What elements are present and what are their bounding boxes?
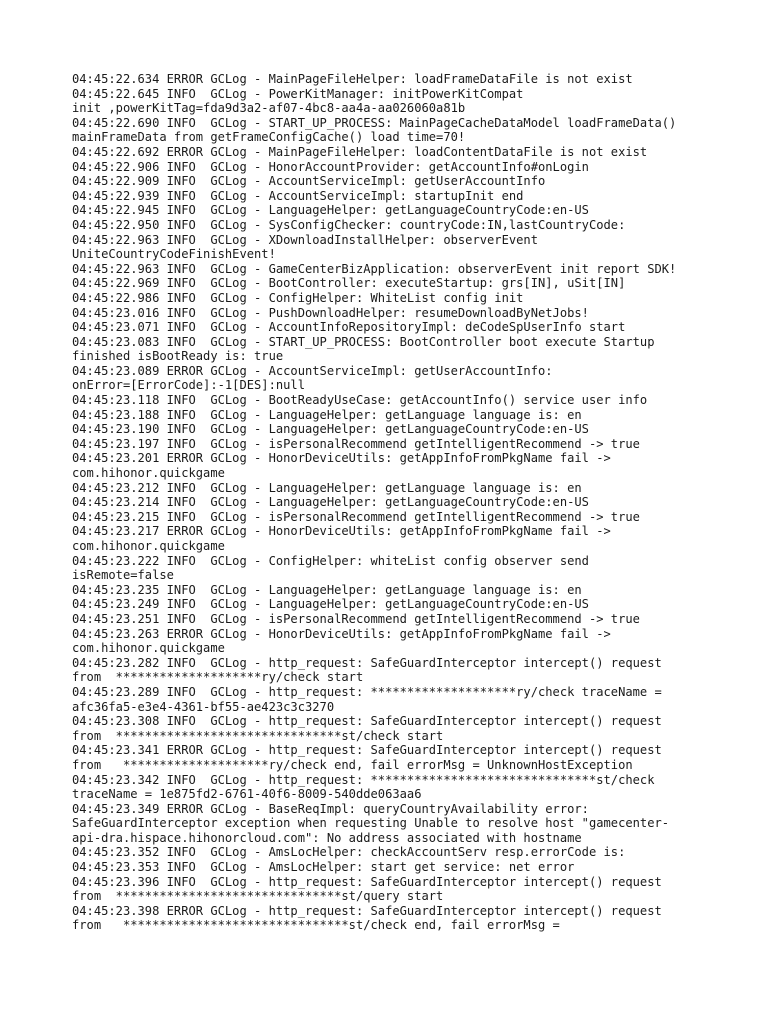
log-line: isRemote=false — [72, 568, 174, 583]
log-line: from *******************************st/check end, fail errorMsg = — [72, 918, 560, 933]
log-line: 04:45:23.089 ERROR GCLog - AccountServiceImpl: getUserAccountInfo: — [72, 363, 553, 378]
log-line: 04:45:23.342 INFO GCLog - http_request: *******************************st/check — [72, 772, 655, 787]
log-line: 04:45:23.188 INFO GCLog - LanguageHelper: getLanguage language is: en — [72, 407, 582, 422]
log-line: 04:45:23.396 INFO GCLog - http_request: SafeGuardInterceptor intercept() request — [72, 874, 662, 889]
log-line: 04:45:23.071 INFO GCLog - AccountInfoRepositoryImpl: deCodeSpUserInfo start — [72, 320, 626, 335]
log-line: 04:45:23.289 INFO GCLog - http_request: ********************ry/check traceName = — [72, 684, 662, 699]
log-text-block — [72, 72, 712, 933]
log-line: from *******************************st/check start — [72, 728, 444, 743]
log-line: 04:45:23.341 ERROR GCLog - http_request: SafeGuardInterceptor intercept() request — [72, 743, 662, 758]
log-line: 04:45:22.634 ERROR GCLog - MainPageFileHelper: loadFrameDataFile is not exist — [72, 72, 633, 86]
log-line: 04:45:22.939 INFO GCLog - AccountServiceImpl: startupInit end — [72, 188, 524, 203]
log-line: 04:45:23.118 INFO GCLog - BootReadyUseCase: getAccountInfo() service user info — [72, 393, 648, 408]
log-line: 04:45:23.349 ERROR GCLog - BaseReqImpl: queryCountryAvailability error: — [72, 801, 589, 816]
log-line: 04:45:23.197 INFO GCLog - isPersonalRecommend getIntelligentRecommend -> true — [72, 436, 640, 451]
log-line: 04:45:23.251 INFO GCLog - isPersonalRecommend getIntelligentRecommend -> true — [72, 611, 640, 626]
log-line: 04:45:22.963 INFO GCLog - XDownloadInstallHelper: observerEvent — [72, 232, 538, 247]
log-line: api-dra.hispace.hihonorcloud.com": No address associated with hostname — [72, 830, 582, 845]
log-line: 04:45:22.906 INFO GCLog - HonorAccountProvider: getAccountInfo#onLogin — [72, 159, 589, 174]
log-line: onError=[ErrorCode]:-1[DES]:null — [72, 378, 305, 393]
log-line: 04:45:23.214 INFO GCLog - LanguageHelper: getLanguageCountryCode:en-US — [72, 495, 589, 510]
log-line: 04:45:22.909 INFO GCLog - AccountServiceImpl: getUserAccountInfo — [72, 174, 546, 189]
log-line: 04:45:22.986 INFO GCLog - ConfigHelper: WhiteList config init — [72, 290, 524, 305]
log-line: 04:45:22.945 INFO GCLog - LanguageHelper: getLanguageCountryCode:en-US — [72, 203, 589, 218]
log-line: 04:45:23.308 INFO GCLog - http_request: SafeGuardInterceptor intercept() request — [72, 714, 662, 729]
log-line: 04:45:23.352 INFO GCLog - AmsLocHelper: checkAccountServ resp.errorCode is: — [72, 845, 626, 860]
log-line: 04:45:22.645 INFO GCLog - PowerKitManager: initPowerKitCompat — [72, 86, 524, 101]
log-line: 04:45:23.217 ERROR GCLog - HonorDeviceUtils: getAppInfoFromPkgName fail -> — [72, 524, 611, 539]
log-line: 04:45:23.016 INFO GCLog - PushDownloadHelper: resumeDownloadByNetJobs! — [72, 305, 589, 320]
log-line: com.hihonor.quickgame — [72, 539, 225, 553]
log-line: from ********************ry/check start — [72, 670, 364, 685]
log-line: 04:45:23.083 INFO GCLog - START_UP_PROCESS: BootController boot execute Startup — [72, 334, 655, 349]
log-line: SafeGuardInterceptor exception when requesting Unable to resolve host "gamecenter- — [72, 816, 670, 831]
log-line: 04:45:23.249 INFO GCLog - LanguageHelper: getLanguageCountryCode:en-US — [72, 597, 589, 612]
log-line: 04:45:22.692 ERROR GCLog - MainPageFileHelper: loadContentDataFile is not exist — [72, 144, 648, 159]
log-line: from *******************************st/query start — [72, 889, 444, 904]
log-line: mainFrameData from getFrameConfigCache() load time=70! — [72, 130, 466, 145]
log-line: 04:45:23.212 INFO GCLog - LanguageHelper: getLanguage language is: en — [72, 480, 582, 495]
log-line: init ,powerKitTag=fda9d3a2-af07-4bc8-aa4a-aa026060a81b — [72, 101, 466, 116]
log-line: afc36fa5-e3e4-4361-bf55-ae423c3c3270 — [72, 699, 335, 714]
log-line: 04:45:23.190 INFO GCLog - LanguageHelper: getLanguageCountryCode:en-US — [72, 422, 589, 437]
log-line: 04:45:23.235 INFO GCLog - LanguageHelper: getLanguage language is: en — [72, 582, 582, 597]
log-line: 04:45:22.950 INFO GCLog - SysConfigChecker: countryCode:IN,lastCountryCode: — [72, 217, 626, 232]
log-line: 04:45:23.263 ERROR GCLog - HonorDeviceUtils: getAppInfoFromPkgName fail -> — [72, 626, 611, 641]
log-line: UniteCountryCodeFinishEvent! — [72, 247, 276, 262]
log-line: com.hihonor.quickgame — [72, 466, 225, 481]
log-line: 04:45:23.222 INFO GCLog - ConfigHelper: whiteList config observer send — [72, 553, 589, 568]
log-line: com.hihonor.quickgame — [72, 641, 225, 656]
log-line: finished isBootReady is: true — [72, 349, 284, 364]
log-line: 04:45:23.215 INFO GCLog - isPersonalRecommend getIntelligentRecommend -> true — [72, 509, 640, 524]
log-line: 04:45:23.201 ERROR GCLog - HonorDeviceUtils: getAppInfoFromPkgName fail -> — [72, 451, 611, 466]
log-line: 04:45:22.969 INFO GCLog - BootController: executeStartup: grs[IN], uSit[IN] — [72, 276, 626, 291]
log-line: from ********************ry/check end, fail errorMsg = UnknownHostException — [72, 757, 633, 772]
log-line: 04:45:23.353 INFO GCLog - AmsLocHelper: start get service: net error — [72, 860, 575, 875]
log-line: traceName = 1e875fd2-6761-40f6-8009-540dde063aa6 — [72, 787, 422, 802]
log-line: 04:45:22.963 INFO GCLog - GameCenterBizApplication: observerEvent init report SDK! — [72, 261, 677, 276]
log-line: 04:45:23.282 INFO GCLog - http_request: SafeGuardInterceptor intercept() request — [72, 655, 662, 670]
log-line: 04:45:23.398 ERROR GCLog - http_request: SafeGuardInterceptor intercept() request — [72, 903, 662, 918]
log-line: 04:45:22.690 INFO GCLog - START_UP_PROCESS: MainPageCacheDataModel loadFrameData() — [72, 115, 677, 130]
